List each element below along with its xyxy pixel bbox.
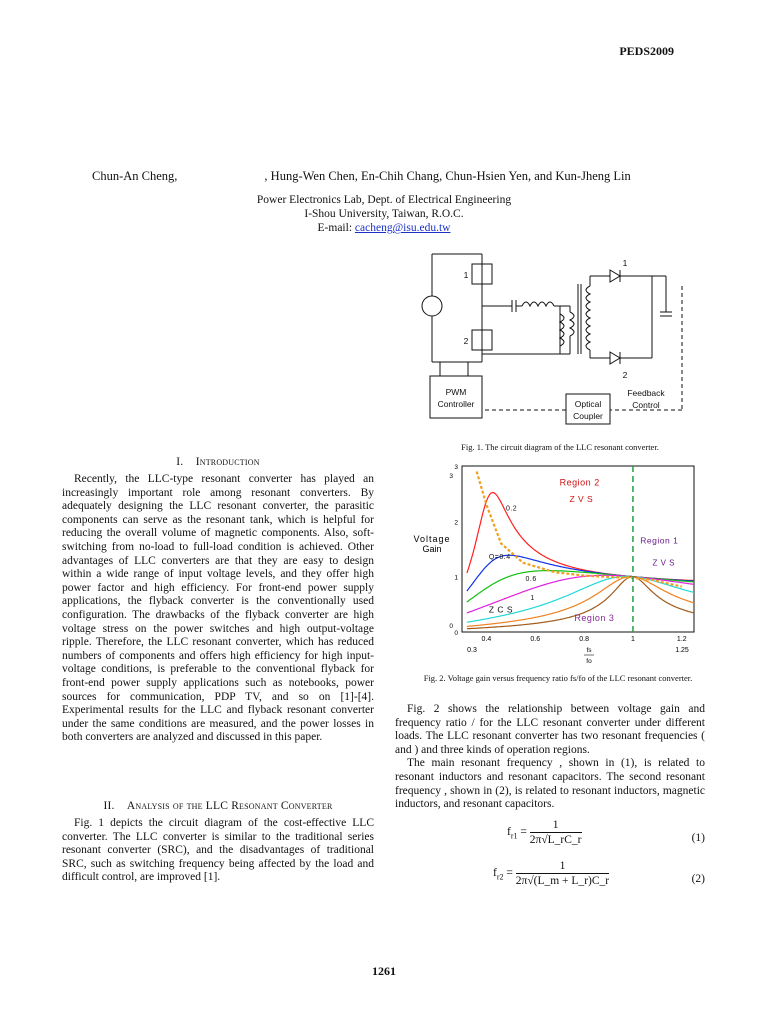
eq1-numerator: 1: [530, 819, 582, 833]
y-tick-label: 1: [454, 574, 458, 582]
region-3-label: Region 3: [574, 612, 615, 623]
eq2-denominator: 2π√(L_m + L_r)C_r: [515, 875, 610, 887]
eq1-fraction: [530, 819, 582, 846]
resonant-frequency-paragraph: The main resonant frequency , shown in (1), is related to resonant inductors and resonant capacitors. The second resonant frequency , shown in (2), is related to resonant inductors, magnetic inductors, and resonant capacitors.: [395, 757, 705, 811]
section-2-heading: [62, 800, 374, 812]
email-link[interactable]: cacheng@isu.edu.tw: [354, 222, 451, 234]
transformer-icon: [586, 286, 590, 350]
eq2-number: (2): [691, 873, 705, 885]
x-tick-label: 0.4: [481, 636, 492, 643]
x-tick-label: 1.2: [676, 636, 687, 643]
voltage-gain-chart: [408, 462, 708, 672]
coupler-label: Coupler: [573, 411, 603, 421]
section-1-title: Introduction: [195, 456, 260, 468]
section-1-heading: [62, 456, 374, 468]
pwm-label: PWM: [445, 387, 467, 397]
x-tick-label: 0.8: [579, 636, 589, 643]
equation-2: $f_{r2}$ = $\frac{1}{2\pi√(L\_m + L\_r)C\_r}$ (2): [493, 860, 705, 887]
eq1-number: (1): [691, 832, 705, 844]
affiliation-email-line: [0, 221, 768, 235]
switch-2-label: 2: [463, 336, 469, 346]
x-tick-label: 1: [630, 636, 635, 643]
eq1-subscript: r1: [510, 831, 518, 841]
switch-1-label: 1: [463, 270, 469, 280]
y-tick-label: 0: [454, 630, 458, 637]
eq2-subscript: r2: [496, 872, 504, 882]
email-label: E-mail:: [317, 222, 355, 234]
section-1-body: [62, 473, 374, 745]
y-tick-label-secondary: 0: [449, 623, 453, 630]
conference-label: PEDS2009: [619, 44, 674, 58]
optical-label: Optical: [574, 399, 602, 409]
affiliation-block: [0, 193, 768, 235]
section-2-paragraph: Fig. 1 depicts the circuit diagram of the cost-effective LLC converter. The LLC converter is similar to the traditional series resonant converter (SRC), and the disadvantages of traditional SRC, such as switching frequency being affected by the load and difficult control, are improved [1].: [62, 817, 374, 884]
x-tick-label-secondary: 1.25: [675, 647, 689, 654]
voltage-source-icon: [422, 296, 442, 316]
controller-label: Controller: [437, 399, 475, 409]
inductor-lm-icon: [560, 314, 564, 346]
q-1-label: 1: [530, 594, 535, 602]
x-axis-label-numerator: fs: [586, 647, 592, 654]
author-list: [92, 169, 631, 184]
author-first: Chun-An Cheng,: [92, 169, 178, 183]
section-2-numeral: II.: [103, 800, 115, 812]
x-axis-label-denominator: fo: [586, 658, 592, 665]
q-0-6-label: 0.6: [525, 576, 537, 584]
zcs-label: Z C S: [488, 604, 514, 615]
y-axis-label: Voltage: [413, 534, 451, 544]
diode-1-icon: [610, 270, 620, 282]
inductor-lr-icon: [522, 302, 554, 306]
figure-1-caption: Fig. 1. The circuit diagram of the LLC resonant converter.: [461, 442, 659, 452]
diode-2-label: 2: [622, 370, 628, 380]
x-tick-label-secondary: 0.3: [467, 647, 477, 654]
affiliation-university: I-Shou University, Taiwan, R.O.C.: [304, 208, 464, 220]
eq1-denominator: 2π√L_rC_r: [529, 834, 582, 846]
region-1-zvs-label: Z V S: [652, 558, 675, 568]
affiliation-lab: Power Electronics Lab, Dept. of Electrical Engineering: [256, 194, 512, 206]
eq2-lhs: f: [493, 867, 497, 880]
figure-2-caption: Fig. 2. Voltage gain versus frequency ratio fs/fo of the LLC resonant converter.: [423, 673, 693, 683]
y-tick-label: 3: [454, 464, 458, 471]
pwm-controller-box: [430, 376, 482, 418]
x-tick-label: 0.6: [530, 636, 541, 643]
eq1-lhs: f: [507, 826, 511, 839]
feedback-label: Feedback: [627, 388, 665, 398]
section-1-numeral: I.: [176, 456, 184, 468]
eq2-fraction: [516, 860, 609, 887]
region-2-zvs-label: Z V S: [569, 493, 594, 504]
curve-q-0-6: [467, 571, 694, 602]
diode-2-icon: [610, 352, 620, 364]
q-0-4-label: Q=0.4: [488, 553, 511, 561]
circuit-diagram: [420, 250, 700, 430]
y-tick-label: 2: [454, 519, 458, 527]
y-tick-label-secondary: 3: [449, 473, 453, 480]
y-axis-label-2: Gain: [422, 544, 442, 554]
section-2-body: [62, 817, 374, 885]
section-1-paragraph: Recently, the LLC-type resonant converter has played an increasingly important role among resonant converters. By adequately designing the LLC resonant converter, the parasitic components can serve as the resonant tank, which is helpful for reducing the overall volume of magnetic components. Also, soft-switching from no-load to full-load condition is achieved. Other advantages of LLC converters are that they are easy to design within a wide range of input voltage levels, and they offer high power factor and high efficiency. For front-end power supply applications, the flyback converter is the conventionally used configuration. The drawbacks of the flyback converter are high voltage stress on the power switches and high output-voltage ripple. Therefore, the LLC resonant converter, which has reduced numbers of components and offers high efficiency for high input-voltage conditions, is preferable to the conventional flyback for front-end power supply applications such as notebooks, power sources for communication, PDP TV, and so on [1]-[4]. Experimental results for the LLC and flyback resonant converter under the same conditions are measured, and the power losses in both converters are analyzed and discussed in this paper.: [62, 473, 374, 744]
region-2-label: Region 2: [559, 477, 600, 488]
control-label: Control: [632, 400, 660, 410]
author-rest: , Hung-Wen Chen, En-Chih Chang, Chun-Hsien Yen, and Kun-Jheng Lin: [264, 169, 631, 183]
q-0-2-label: 0.2: [505, 505, 518, 513]
eq2-numerator: 1: [516, 860, 609, 874]
section-2-title: Analysis of the LLC Resonant Converter: [126, 800, 333, 812]
fig2-description-paragraph: Fig. 2 shows the relationship between voltage gain and frequency ratio / for the LLC resonant converter under different loads. The LLC resonant converter has two resonant frequencies ( and ) and three kinds of operation regions.: [395, 703, 705, 756]
diode-1-label: 1: [622, 258, 628, 268]
page-number: 1261: [372, 964, 396, 978]
region-1-label: Region 1: [640, 535, 679, 546]
equation-1: $f_{r1}$ = $\frac{1}{2\pi√L\_rC\_r}$ (1): [507, 819, 705, 846]
right-column-text: [395, 703, 705, 812]
